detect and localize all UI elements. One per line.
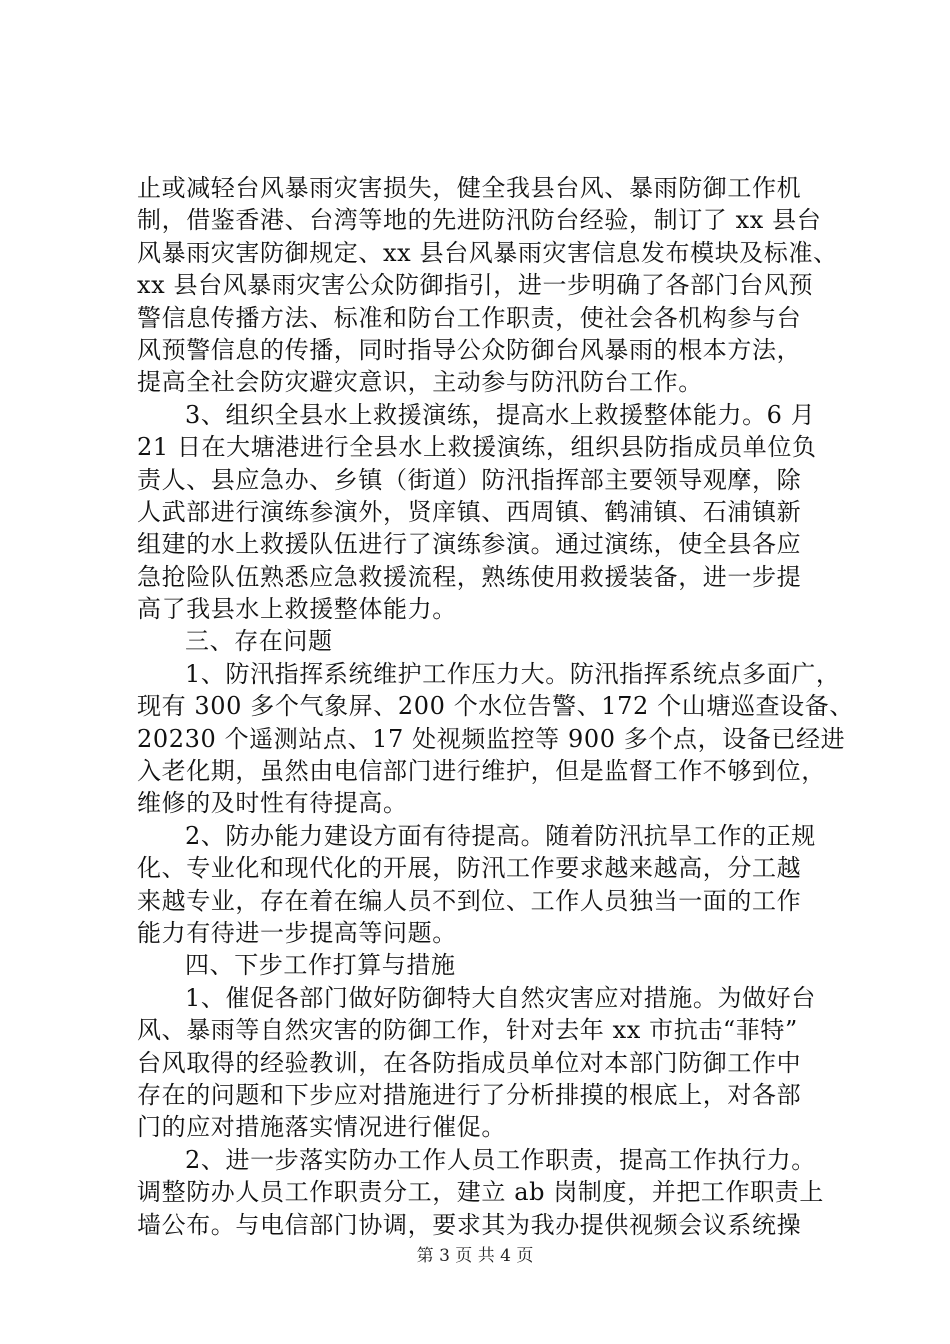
body-line: 存在的问题和下步应对措施进行了分析排摸的根底上，对各部 <box>137 1080 802 1109</box>
body-line: 提高全社会防灾避灾意识，主动参与防汛防台工作。 <box>137 368 703 397</box>
section-heading: 三、存在问题 <box>185 627 333 656</box>
page-footer <box>0 1241 950 1266</box>
body-line: 墙公布。与电信部门协调，要求其为我办提供视频会议系统操 <box>137 1210 802 1239</box>
body-line: 门的应对措施落实情况进行催促。 <box>137 1113 506 1142</box>
body-line: xx 县台风暴雨灾害公众防御指引，进一步明确了各部门台风预 <box>137 271 814 300</box>
body-line: 入老化期，虽然由电信部门进行维护，但是监督工作不够到位， <box>137 757 826 786</box>
body-line: 人武部进行演练参演外，贤庠镇、西周镇、鹤浦镇、石浦镇新 <box>137 497 802 526</box>
body-line: 化、专业化和现代化的开展，防汛工作要求越来越高，分工越 <box>137 854 802 883</box>
body-line: 3、组织全县水上救援演练，提高水上救援整体能力。6 月 <box>185 400 816 429</box>
body-line: 2、防办能力建设方面有待提高。随着防汛抗旱工作的正规 <box>185 821 816 850</box>
body-line: 1、催促各部门做好防御特大自然灾害应对措施。为做好台 <box>185 983 816 1012</box>
body-line: 21 日在大塘港进行全县水上救援演练，组织县防指成员单位负 <box>137 433 817 462</box>
body-line: 风暴雨灾害防御规定、xx 县台风暴雨灾害信息发布模块及标准、 <box>137 238 838 267</box>
body-line: 现有 300 多个气象屏、200 个水位告警、172 个山塘巡查设备、 <box>137 692 854 721</box>
body-line: 2、进一步落实防办工作人员工作职责，提高工作执行力。 <box>185 1145 816 1174</box>
body-line: 来越专业，存在着在编人员不到位、工作人员独当一面的工作 <box>137 886 802 915</box>
body-line: 高了我县水上救援整体能力。 <box>137 595 457 624</box>
body-line: 组建的水上救援队伍进行了演练参演。通过演练，使全县各应 <box>137 530 802 559</box>
body-line: 风、暴雨等自然灾害的防御工作，针对去年 xx 市抗击“菲特” <box>137 1016 798 1045</box>
section-heading: 四、下步工作打算与措施 <box>185 951 456 980</box>
body-line: 风预警信息的传播，同时指导公众防御台风暴雨的根本方法， <box>137 335 802 364</box>
body-line: 维修的及时性有待提高。 <box>137 789 408 818</box>
body-line: 20230 个遥测站点、17 处视频监控等 900 多个点，设备已经进 <box>137 724 846 753</box>
document-body <box>137 172 854 1241</box>
body-line: 台风取得的经验教训，在各防指成员单位对本部门防御工作中 <box>137 1048 802 1077</box>
body-line: 1、防汛指挥系统维护工作压力大。防汛指挥系统点多面广， <box>185 659 841 688</box>
body-line: 能力有待进一步提高等问题。 <box>137 918 457 947</box>
page-number-label: 第 3 页 共 4 页 <box>416 1246 534 1266</box>
body-line: 止或减轻台风暴雨灾害损失，健全我县台风、暴雨防御工作机 <box>137 174 802 202</box>
body-line: 急抢险队伍熟悉应急救援流程，熟练使用救援装备，进一步提 <box>137 562 802 591</box>
body-line: 警信息传播方法、标准和防台工作职责，使社会各机构参与台 <box>137 303 802 332</box>
body-line: 调整防办人员工作职责分工，建立 ab 岗制度，并把工作职责上 <box>137 1178 824 1207</box>
body-line: 责人、县应急办、乡镇（街道）防汛指挥部主要领导观摩，除 <box>137 465 802 494</box>
body-line: 制，借鉴香港、台湾等地的先进防汛防台经验，制订了 xx 县台 <box>137 206 822 235</box>
